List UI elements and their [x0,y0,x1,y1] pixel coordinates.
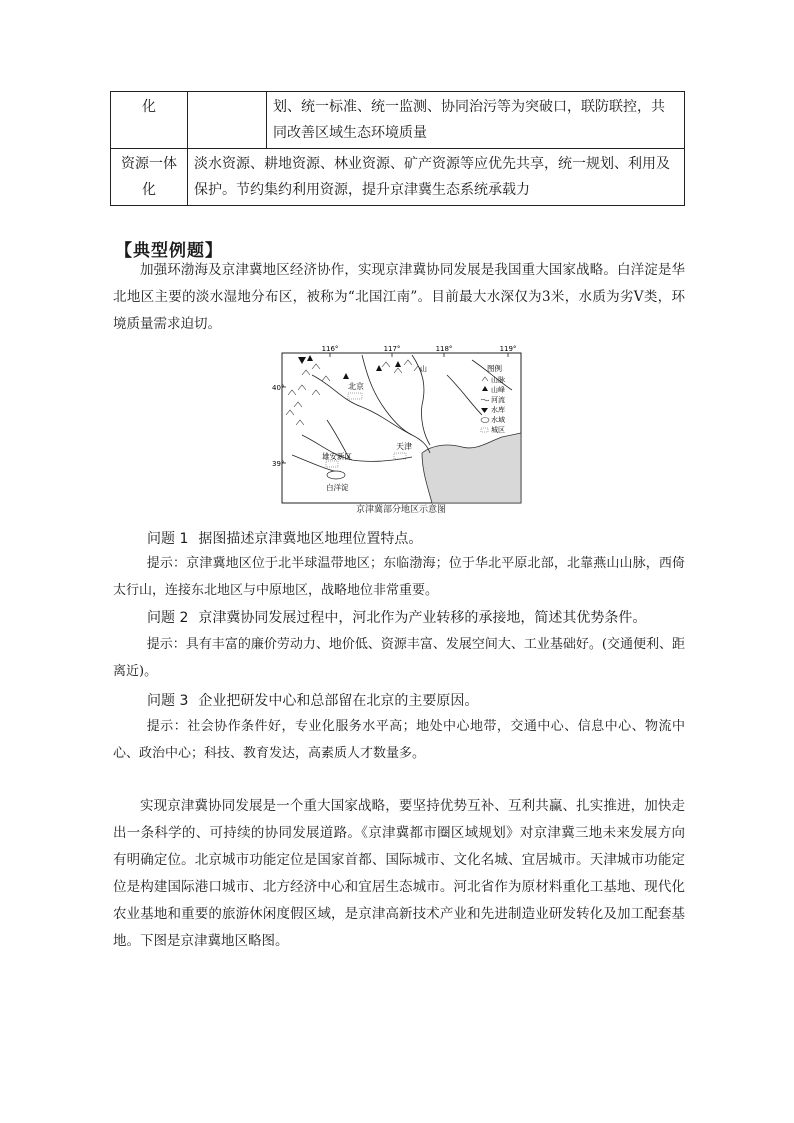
latitude-label: 40° [272,384,285,392]
closing-paragraph: 实现京津冀协同发展是一个重大国家战略，要坚持优势互补、互利共赢、扎实推进，加快走出一条科学的、可持续的协同发展道路。《京津冀都市圈区域规划》对京津冀三地未来发展方向有明确定位。北京城市功能定位是国家首都、国际城市、文化名城、宜居城市。天津城市功能定位是构建国际港口城市、北方经济中心和宜居生态城市。河北省作为原材料重化工基地、现代化农业基地和重要的旅游休闲度假区域，是京津高新技术产业和先进制造业研发转化及加工配套基地。下图是京津冀地区略图。 [113,798,685,949]
legend-item: 城区 [491,426,505,434]
question-text: 企业把研发中心和总部留在北京的主要原因。 [198,693,479,709]
latitude-label: 39° [272,460,285,468]
lake-label-baiyangdian: 白洋淀 [326,483,349,492]
hint-2: 提示：具有丰富的廉价劳动力、地价低、资源丰富、发展空间大、工业基础好。(交通便利、距离近)。 [113,637,685,679]
legend-item: 河流 [491,396,505,404]
table-row [111,92,685,149]
legend-title: 图例 [487,364,502,373]
question-3 [147,688,478,714]
question-2 [147,605,646,631]
section-heading: 【典型例题】 [115,241,223,261]
city-label-beijing: 北京 [348,382,364,391]
question-text: 据图描述京津冀地区地理位置特点。 [198,531,423,547]
longitude-label: 116° [321,345,339,353]
question-number: 问题 2 [147,610,189,626]
city-label-xiongan: 雄安新区 [322,452,352,461]
legend-item: 水域 [491,416,505,424]
table-cell: 资源一体化 [111,149,188,206]
legend-item: 山峰 [491,386,505,394]
table-cell: 淡水资源、耕地资源、林业资源、矿产资源等应优先共享，统一规划、利用及保护。节约集约利用资源，提升京津冀生态系统承载力 [188,149,685,206]
table-cell [188,92,267,149]
longitude-label: 117° [383,345,401,353]
policy-table [110,91,685,206]
map-svg [272,345,530,505]
table-cell: 化 [111,92,188,149]
legend-item: 山脉 [491,376,505,384]
hint-1: 提示：京津冀地区位于北半球温带地区；东临渤海；位于华北平原北部，北靠燕山山脉，西倚太行山，连接东北地区与中原地区，战略地位非常重要。 [113,556,685,598]
map-figure [272,345,530,517]
intro-paragraph: 加强环渤海及京津冀地区经济协作，实现京津冀协同发展是我国重大国家战略。白洋淀是华北地区主要的淡水湿地分布区，被称为“北国江南”。目前最大水深仅为3米，水质为劣Ⅴ类，环境质量需求迫切。 [113,262,685,332]
baiyangdian-lake [327,471,345,479]
question-text: 京津冀协同发展过程中，河北作为产业转移的承接地，简述其优势条件。 [198,610,647,626]
map-caption: 京津冀部分地区示意图 [355,505,446,515]
city-label-tianjin: 天津 [396,442,412,451]
question-number: 问题 1 [147,531,189,547]
table-cell: 划、统一标准、统一监测、协同治污等为突破口，联防联控，共同改善区域生态环境质量 [267,92,685,149]
question-1 [147,526,422,552]
legend-item: 水库 [491,406,505,414]
mountain-label: 山 [420,365,427,373]
table-row [111,149,685,206]
longitude-label: 119° [499,345,517,353]
longitude-label: 118° [435,345,453,353]
question-number: 问题 3 [147,693,189,709]
hint-3: 提示：社会协作条件好，专业化服务水平高；地处中心地带，交通中心、信息中心、物流中心、政治中心；科技、教育发达，高素质人才数量多。 [113,719,685,761]
